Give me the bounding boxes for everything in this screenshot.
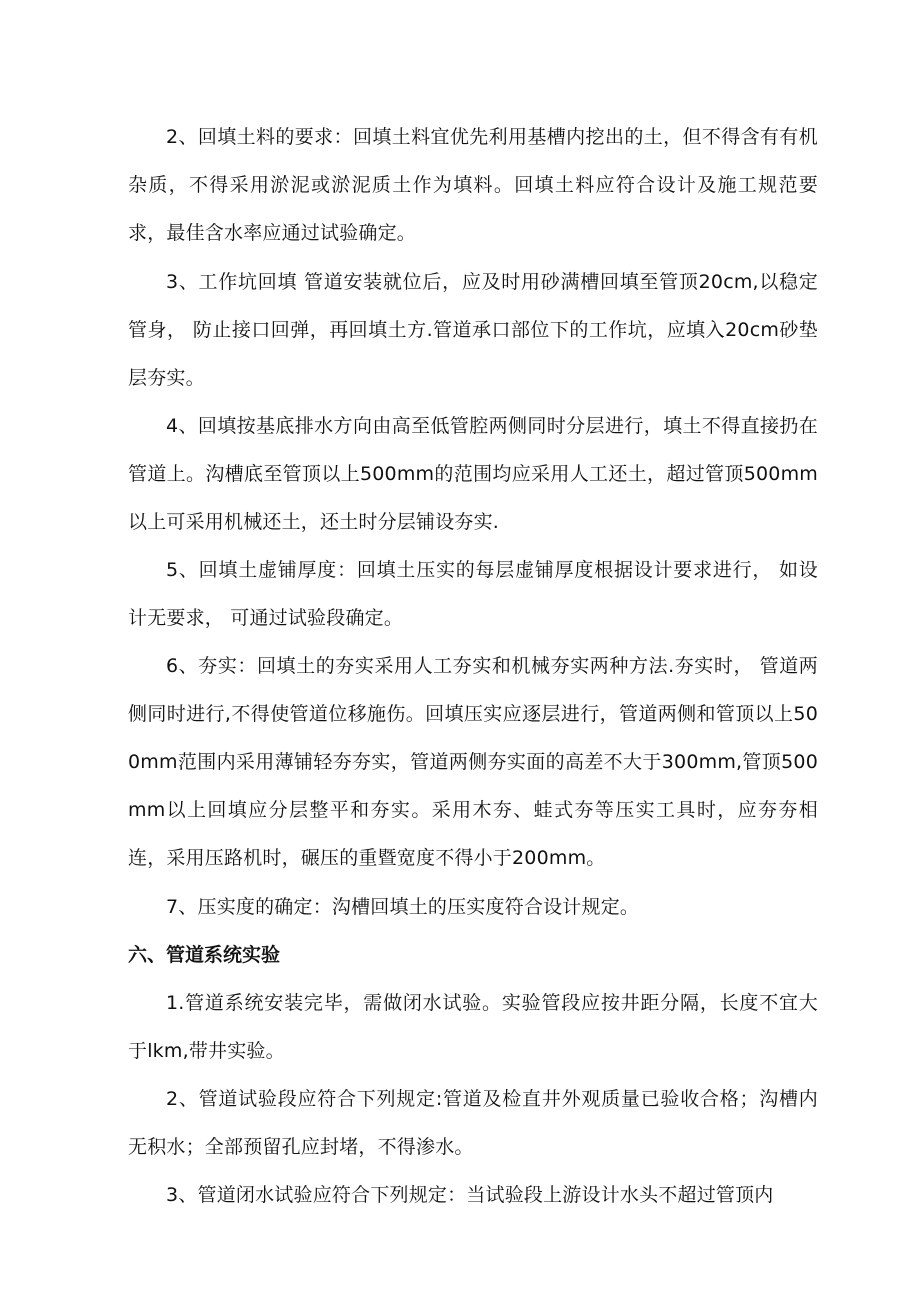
paragraph-work-pit-backfill: 3、工作坑回填 管道安装就位后，应及时用砂满槽回填至管顶20cm,以稳定管身， 防止接口回弹，再回填土方.管道承口部位下的工作坑，应填入20cm砂垫层夯实。 [128,271,818,389]
paragraph-test-section-rules: 2、管道试验段应符合下列规定:管道及检直井外观质量已验收合格；沟槽内无积水；全部预留孔应封堵，不得渗水。 [128,1088,818,1158]
paragraph-loose-thickness: 5、回填土虚铺厚度：回填土压实的每层虚铺厚度根据设计要求进行， 如设计无要求， 可通过试验段确定。 [128,559,818,629]
paragraph-backfill-sequence: 4、回填按基底排水方向由高至低管腔两侧同时分层进行，填土不得直接扔在管道上。沟槽底至管顶以上500mm的范围均应采用人工还土，超过管顶500mm以上可采用机械还土，还土时分层铺设夯实. [128,415,818,533]
paragraph-closed-water-test: 1.管道系统安装完毕，需做闭水试验。实验管段应按井距分隔，长度不宜大于lkm,带井实验。 [128,992,818,1062]
paragraph-compaction-degree: 7、压实度的确定：沟槽回填土的压实度符合设计规定。 [166,896,640,918]
paragraph-compaction: 6、夯实：回填土的夯实采用人工夯实和机械夯实两种方法.夯实时， 管道两侧同时进行,不得使管道位移施伤。回填压实应逐层进行，管道两侧和管顶以上500mm范围内采用薄铺轻夯夯实，管道两侧夯实面的高差不大于300mm,管顶500mm以上回填应分层整平和夯实。采用木夯、蛙式夯等压实工具时，应夯夯相连，采用压路机时，碾压的重暨宽度不得小于200mm。 [128,655,818,869]
paragraph-closed-water-rules: 3、管道闭水试验应符合下列规定：当试验段上游设计水头不超过管顶内 [166,1184,774,1206]
paragraph-backfill-material: 2、回填土料的要求：回填土料宜优先利用基槽内挖出的土，但不得含有有机杂质，不得采用淤泥或淤泥质土作为填料。回填土料应符合设计及施工规范要求，最佳含水率应通过试验确定。 [128,126,818,244]
section-heading-pipeline-test: 六、管道系统实验 [128,944,281,966]
